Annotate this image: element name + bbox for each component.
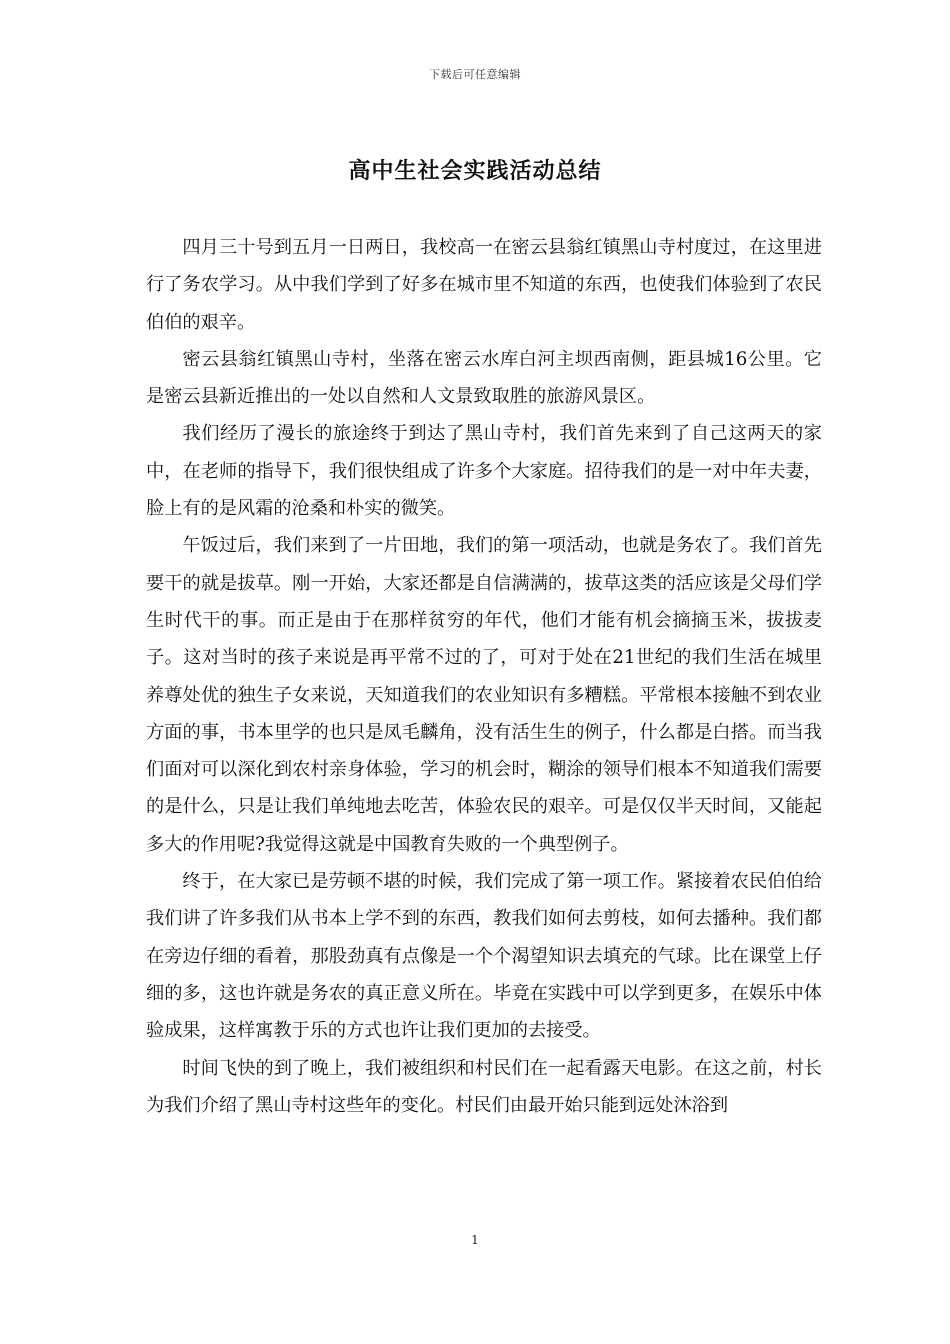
paragraph: 时间飞快的到了晚上，我们被组织和村民们在一起看露天电影。在这之前，村长为我们介绍了黑山寺村这些年的变化。村民们由最开始只能到远处沐浴到 bbox=[146, 1057, 822, 1116]
paragraph: 四月三十号到五月一日两日，我校高一在密云县翁红镇黑山寺村度过，在这里进行了务农学习。从中我们学到了好多在城市里不知道的东西，也使我们体验到了农民伯伯的艰辛。 bbox=[146, 237, 822, 333]
document-body bbox=[146, 229, 822, 1124]
document-title: 高中生社会实践活动总结 bbox=[348, 158, 602, 184]
page-number: 1 bbox=[471, 1233, 479, 1247]
paragraph: 午饭过后，我们来到了一片田地，我们的第一项活动，也就是务农了。我们首先要干的就是拔草。刚一开始，大家还都是自信满满的，拔草这类的活应该是父母们学生时代干的事。而正是由于在那样贫穷的年代，他们才能有机会摘摘玉米，拔拔麦子。这对当时的孩子来说是再平常不过的了，可对于处在21世纪的我们生活在城里养尊处优的独生子女来说，天知道我们的农业知识有多糟糕。平常根本接触不到农业方面的事，书本里学的也只是凤毛麟角，没有活生生的例子，什么都是白搭。而当我们面对可以深化到农村亲身体验，学习的机会时，糊涂的领导们根本不知道我们需要的是什么，只是让我们单纯地去吃苦，体验农民的艰辛。可是仅仅半天时间，又能起多大的作用呢?我觉得这就是中国教育失败的一个典型例子。 bbox=[146, 535, 822, 855]
header-note: 下载后可任意编辑 bbox=[429, 68, 521, 81]
paragraph: 密云县翁红镇黑山寺村，坐落在密云水库白河主坝西南侧，距县城16公里。它是密云县新近推出的一处以自然和人文景致取胜的旅游风景区。 bbox=[146, 348, 822, 408]
paragraph: 我们经历了漫长的旅途终于到达了黑山寺村，我们首先来到了自己这两天的家中，在老师的指导下，我们很快组成了许多个大家庭。招待我们的是一对中年夫妻，脸上有的是风霜的沧桑和朴实的微笑。 bbox=[146, 423, 822, 520]
paragraph: 终于，在大家已是劳顿不堪的时候，我们完成了第一项工作。紧接着农民伯伯给我们讲了许多我们从书本上学不到的东西，教我们如何去剪枝，如何去播种。我们都在旁边仔细的看着，那股劲真有点像是一个个渴望知识去填充的气球。比在课堂上仔细的多，这也许就是务农的真正意义所在。毕竟在实践中可以学到更多，在娱乐中体验成果，这样寓教于乐的方式也许让我们更加的去接受。 bbox=[146, 871, 822, 1042]
